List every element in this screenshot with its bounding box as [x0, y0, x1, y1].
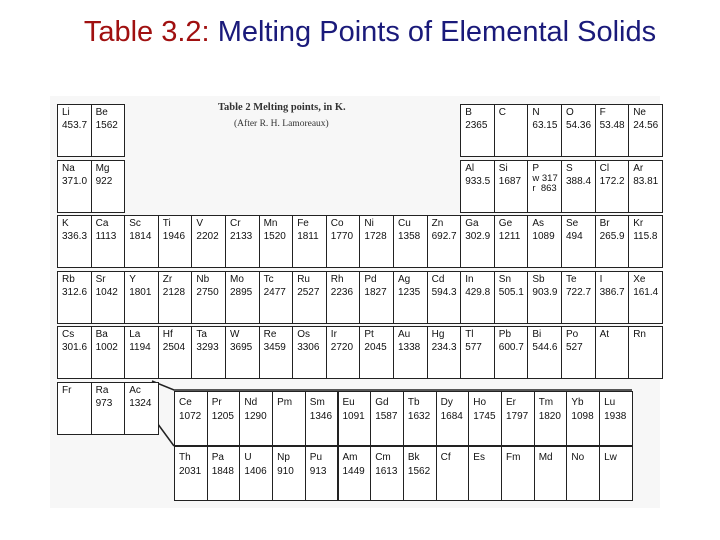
- element-cell-nb: [191, 271, 226, 324]
- element-symbol: Fr: [62, 385, 72, 396]
- element-cell-tm: [534, 391, 568, 446]
- element-symbol: P: [532, 162, 540, 174]
- element-symbol: Li: [62, 107, 70, 118]
- element-cell-at: [595, 326, 630, 379]
- melting-point-value: 172.2: [599, 175, 625, 187]
- melting-point-value: 1449: [342, 466, 365, 477]
- element-cell-o: [561, 104, 596, 157]
- melting-point-value: 1089: [532, 231, 555, 243]
- melting-point-value: 2527: [297, 286, 320, 298]
- element-cell-bk: [403, 446, 437, 501]
- melting-point-value: 973: [95, 398, 113, 409]
- element-cell-fr: [57, 382, 92, 435]
- melting-point-value: 1324: [129, 398, 152, 409]
- melting-point-value: 1632: [407, 411, 431, 422]
- element-cell-ca: [91, 215, 126, 268]
- element-symbol: Pa: [211, 452, 224, 463]
- melting-point-value: 544.6: [532, 342, 558, 354]
- element-symbol: Yb: [571, 397, 584, 408]
- element-cell-eu: [338, 391, 372, 446]
- element-symbol: Au: [398, 329, 411, 341]
- element-cell-gd: [370, 391, 404, 446]
- melting-point-value: 1770: [330, 231, 354, 243]
- element-symbol: Ga: [465, 218, 479, 230]
- melting-point-value: 1091: [342, 411, 365, 422]
- element-cell-w: [225, 326, 260, 379]
- element-cell-ag: [393, 271, 428, 324]
- element-symbol: Si: [498, 162, 508, 174]
- element-cell-tl: [460, 326, 495, 379]
- element-cell-os: [292, 326, 327, 379]
- element-cell-cm: [370, 446, 404, 501]
- element-cell-cd: [427, 271, 462, 324]
- element-symbol: Cf: [440, 452, 451, 463]
- melting-point-value: 913: [309, 466, 327, 477]
- melting-point-value: 1358: [398, 231, 421, 243]
- element-symbol: Zr: [162, 273, 173, 285]
- element-symbol: Br: [599, 218, 610, 230]
- element-cell-yb: [566, 391, 600, 446]
- element-cell-u: [239, 446, 273, 501]
- melting-point-value: 2133: [230, 231, 253, 243]
- melting-point-value: 234.3: [431, 342, 457, 354]
- element-symbol: Er: [506, 397, 516, 408]
- element-symbol: S: [566, 162, 573, 174]
- melting-point-value: 1587: [375, 411, 398, 422]
- element-symbol: Kr: [633, 218, 644, 230]
- element-cell-ho: [468, 391, 502, 446]
- melting-point-value: 1520: [263, 231, 286, 243]
- melting-point-value: 301.6: [62, 342, 88, 354]
- melting-point-value: 2504: [162, 342, 186, 354]
- element-symbol: Eu: [342, 397, 355, 408]
- element-cell-k: [57, 215, 92, 268]
- element-symbol: Pb: [498, 329, 512, 341]
- element-cell-pd: [359, 271, 394, 324]
- element-cell-am: [338, 446, 372, 501]
- element-symbol: Cl: [599, 162, 610, 174]
- melting-point-value: 600.7: [498, 342, 524, 354]
- element-symbol: Dy: [440, 397, 453, 408]
- melting-point-value: w 317 r 863: [532, 172, 558, 194]
- element-cell-sr: [91, 271, 126, 324]
- element-symbol: Ba: [95, 329, 108, 341]
- element-cell-np: [272, 446, 306, 501]
- element-symbol: Th: [179, 452, 191, 463]
- melting-point-value: 161.4: [633, 286, 659, 298]
- melting-point-value: 3695: [230, 342, 253, 354]
- element-cell-cl: [595, 160, 630, 213]
- element-symbol: U: [244, 452, 252, 463]
- element-cell-pu: [305, 446, 339, 501]
- melting-point-value: 2365: [465, 120, 488, 131]
- melting-point-value: 1346: [309, 411, 333, 422]
- melting-point-value: 63.15: [532, 120, 558, 131]
- melting-point-value: 54.36: [566, 120, 592, 131]
- melting-point-value: 1098: [571, 411, 594, 422]
- element-cell-li: [57, 104, 92, 157]
- element-cell-la: [124, 326, 159, 379]
- element-cell-as: [527, 215, 562, 268]
- element-symbol: Pm: [277, 397, 293, 408]
- element-cell-dy: [436, 391, 470, 446]
- element-symbol: Gd: [375, 397, 389, 408]
- element-cell-si: [494, 160, 529, 213]
- element-symbol: Po: [566, 329, 579, 341]
- melting-point-value: 1814: [129, 231, 152, 243]
- element-cell-i: [595, 271, 630, 324]
- element-cell-ra: [91, 382, 126, 435]
- element-cell-fe: [292, 215, 327, 268]
- element-cell-se: [561, 215, 596, 268]
- element-symbol: Pt: [364, 329, 374, 341]
- caption-line-1: Table 2 Melting points, in K.: [218, 102, 346, 113]
- element-symbol: Cr: [230, 218, 241, 230]
- element-symbol: Tb: [407, 397, 420, 408]
- element-cell-zr: [158, 271, 193, 324]
- element-cell-rn: [628, 326, 663, 379]
- element-symbol: Pd: [364, 273, 377, 285]
- element-cell-ru: [292, 271, 327, 324]
- melting-point-value: 505.1: [498, 286, 524, 298]
- element-symbol: Ra: [95, 385, 109, 396]
- melting-point-value: 371.0: [62, 175, 88, 187]
- element-cell-rh: [326, 271, 361, 324]
- element-cell-hf: [158, 326, 193, 379]
- element-cell-be: [91, 104, 126, 157]
- element-symbol: K: [62, 218, 69, 230]
- melting-point-value: 1687: [498, 175, 522, 187]
- element-symbol: Am: [342, 452, 358, 463]
- melting-point-value: 1848: [211, 466, 234, 477]
- melting-point-value: 910: [277, 466, 294, 477]
- element-cell-ba: [91, 326, 126, 379]
- melting-point-value: 2750: [196, 286, 219, 298]
- melting-point-value: 3293: [196, 342, 219, 354]
- element-symbol: Bi: [532, 329, 542, 341]
- element-cell-cs: [57, 326, 92, 379]
- melting-point-value: 1406: [244, 466, 267, 477]
- element-cell-sb: [527, 271, 562, 324]
- melting-point-value: 265.9: [599, 231, 625, 243]
- element-cell-es: [468, 446, 502, 501]
- melting-point-value: 1562: [407, 466, 431, 477]
- element-symbol: Te: [566, 273, 577, 285]
- element-cell-cr: [225, 215, 260, 268]
- melting-point-value: 577: [465, 342, 482, 354]
- element-cell-nd: [239, 391, 273, 446]
- element-symbol: Ir: [330, 329, 337, 341]
- element-symbol: Rh: [330, 273, 344, 285]
- melting-point-value: 692.7: [431, 231, 457, 243]
- melting-point-value: 903.9: [532, 286, 558, 298]
- melting-point-value: 1728: [364, 231, 387, 243]
- melting-point-value: 1613: [375, 466, 398, 477]
- element-symbol: Ar: [633, 162, 644, 174]
- element-symbol: Pr: [211, 397, 222, 408]
- melting-point-value: 115.8: [633, 231, 658, 243]
- element-cell-c: [494, 104, 529, 157]
- element-cell-ga: [460, 215, 495, 268]
- element-cell-pm: [272, 391, 306, 446]
- element-symbol: Cd: [431, 273, 445, 285]
- element-symbol: Sn: [498, 273, 512, 285]
- element-symbol: Bk: [407, 452, 420, 463]
- element-symbol: Mn: [263, 218, 278, 230]
- element-symbol: Ni: [364, 218, 374, 230]
- melting-point-value: 24.56: [633, 120, 659, 131]
- melting-point-value: 1194: [129, 342, 151, 354]
- element-cell-bi: [527, 326, 562, 379]
- melting-point-value: 1820: [538, 411, 561, 422]
- melting-point-value: 1827: [364, 286, 387, 298]
- melting-point-value: 2031: [179, 466, 202, 477]
- element-cell-ce: [174, 391, 208, 446]
- element-cell-te: [561, 271, 596, 324]
- element-cell-re: [259, 326, 294, 379]
- melting-point-value: 1338: [398, 342, 421, 354]
- melting-point-value: 1946: [162, 231, 186, 243]
- element-cell-s: [561, 160, 596, 213]
- element-symbol: Tm: [538, 397, 554, 408]
- element-cell-na: [57, 160, 92, 213]
- melting-point-value: 1042: [95, 286, 118, 298]
- melting-point-value: 1290: [244, 411, 267, 422]
- element-symbol: Nd: [244, 397, 258, 408]
- melting-point-value: 2045: [364, 342, 387, 354]
- element-symbol: Lw: [604, 452, 617, 463]
- element-symbol: Xe: [633, 273, 646, 285]
- melting-point-value: 2720: [330, 342, 354, 354]
- melting-point-value: 386.7: [599, 286, 625, 298]
- element-symbol: Hf: [162, 329, 173, 341]
- element-symbol: Tc: [263, 273, 274, 285]
- melting-point-value: 922: [95, 175, 113, 187]
- element-symbol: O: [566, 107, 574, 118]
- element-symbol: Hg: [431, 329, 445, 341]
- element-cell-p: [527, 160, 562, 213]
- melting-point-value: 388.4: [566, 175, 592, 187]
- melting-point-value: 1113: [95, 231, 117, 243]
- element-cell-mo: [225, 271, 260, 324]
- element-symbol: Es: [473, 452, 485, 463]
- element-cell-tc: [259, 271, 294, 324]
- element-symbol: Co: [330, 218, 344, 230]
- element-symbol: Ta: [196, 329, 207, 341]
- melting-point-value: 1072: [179, 411, 202, 422]
- element-cell-po: [561, 326, 596, 379]
- element-symbol: In: [465, 273, 474, 285]
- element-symbol: Cu: [398, 218, 411, 230]
- element-symbol: Os: [297, 329, 310, 341]
- element-cell-zn: [427, 215, 462, 268]
- element-cell-md: [534, 446, 568, 501]
- element-cell-ne: [628, 104, 663, 157]
- melting-point-value: 83.81: [633, 175, 659, 187]
- element-cell-sn: [494, 271, 529, 324]
- melting-point-value: 429.8: [465, 286, 491, 298]
- element-cell-cu: [393, 215, 428, 268]
- element-cell-xe: [628, 271, 663, 324]
- element-symbol: Re: [263, 329, 277, 341]
- element-symbol: Sm: [309, 397, 325, 408]
- element-cell-pa: [207, 446, 241, 501]
- element-symbol: Sr: [95, 273, 106, 285]
- element-symbol: Y: [129, 273, 136, 285]
- element-symbol: Md: [538, 452, 553, 463]
- melting-point-value: 1797: [506, 411, 529, 422]
- element-cell-ac: [124, 382, 159, 435]
- element-symbol: At: [599, 329, 610, 341]
- element-symbol: B: [465, 107, 472, 118]
- element-symbol: F: [599, 107, 606, 118]
- element-cell-tb: [403, 391, 437, 446]
- element-symbol: La: [129, 329, 141, 341]
- melting-point-value: 494: [566, 231, 583, 243]
- element-symbol: Ge: [498, 218, 513, 230]
- element-symbol: W: [230, 329, 240, 341]
- element-cell-co: [326, 215, 361, 268]
- element-symbol: Zn: [431, 218, 444, 230]
- element-symbol: Np: [277, 452, 290, 463]
- element-symbol: Rb: [62, 273, 75, 285]
- element-symbol: Cm: [375, 452, 391, 463]
- melting-point-value: 1002: [95, 342, 118, 354]
- melting-point-value: 336.3: [62, 231, 88, 243]
- element-symbol: V: [196, 218, 204, 230]
- element-cell-cf: [436, 446, 470, 501]
- element-symbol: Ti: [162, 218, 171, 230]
- melting-point-value: 302.9: [465, 231, 491, 243]
- melting-point-value: 933.5: [465, 175, 491, 187]
- melting-point-value: 3459: [263, 342, 286, 354]
- element-symbol: Pu: [309, 452, 323, 463]
- element-cell-ge: [494, 215, 529, 268]
- table-number: Table 3.2:: [83, 16, 210, 48]
- melting-point-value: 1235: [398, 286, 421, 298]
- element-cell-pb: [494, 326, 529, 379]
- element-cell-pt: [359, 326, 394, 379]
- element-cell-sc: [124, 215, 159, 268]
- element-symbol: Ca: [95, 218, 109, 230]
- element-cell-ir: [326, 326, 361, 379]
- element-symbol: Be: [95, 107, 108, 118]
- element-cell-lw: [599, 446, 633, 501]
- element-symbol: Tl: [465, 329, 474, 341]
- melting-point-value: 1205: [211, 411, 234, 422]
- element-symbol: Mo: [230, 273, 244, 285]
- element-symbol: No: [571, 452, 585, 463]
- element-symbol: I: [599, 273, 603, 285]
- melting-point-value: 3306: [297, 342, 320, 354]
- element-symbol: Nb: [196, 273, 210, 285]
- element-cell-al: [460, 160, 495, 213]
- element-cell-rb: [57, 271, 92, 324]
- element-cell-th: [174, 446, 208, 501]
- element-cell-in: [460, 271, 495, 324]
- element-cell-ti: [158, 215, 193, 268]
- melting-point-value: 1562: [95, 120, 118, 131]
- element-symbol: Fm: [506, 452, 521, 463]
- element-symbol: Al: [465, 162, 475, 174]
- element-symbol: Cs: [62, 329, 75, 341]
- melting-point-value: 722.7: [566, 286, 592, 298]
- element-cell-hg: [427, 326, 462, 379]
- element-cell-mg: [91, 160, 126, 213]
- element-symbol: Ru: [297, 273, 310, 285]
- melting-point-value: 2128: [162, 286, 186, 298]
- element-symbol: Ag: [398, 273, 411, 285]
- element-cell-no: [566, 446, 600, 501]
- melting-point-value: 2202: [196, 231, 219, 243]
- element-symbol: Fe: [297, 218, 309, 230]
- element-symbol: As: [532, 218, 545, 230]
- element-cell-f: [595, 104, 630, 157]
- melting-point-value: 2236: [330, 286, 354, 298]
- melting-point-value: 53.48: [599, 120, 625, 131]
- element-cell-br: [595, 215, 630, 268]
- melting-point-value: 1811: [297, 231, 319, 243]
- element-cell-sm: [305, 391, 339, 446]
- element-symbol: Na: [62, 162, 75, 174]
- element-symbol: C: [498, 107, 507, 118]
- element-symbol: Lu: [604, 397, 616, 408]
- element-cell-er: [501, 391, 535, 446]
- element-symbol: Se: [566, 218, 579, 230]
- element-cell-y: [124, 271, 159, 324]
- melting-point-value: 2895: [230, 286, 253, 298]
- element-cell-pr: [207, 391, 241, 446]
- melting-point-value: 1801: [129, 286, 152, 298]
- element-symbol: Sb: [532, 273, 545, 285]
- element-cell-fm: [501, 446, 535, 501]
- element-symbol: N: [532, 107, 540, 118]
- element-cell-kr: [628, 215, 663, 268]
- melting-point-value: 2477: [263, 286, 286, 298]
- element-cell-b: [460, 104, 495, 157]
- melting-point-value: 312.6: [62, 286, 88, 298]
- caption-line-2: (After R. H. Lamoreaux): [234, 119, 329, 129]
- element-symbol: Ne: [633, 107, 646, 118]
- melting-point-value: 527: [566, 342, 583, 354]
- element-cell-au: [393, 326, 428, 379]
- element-cell-ni: [359, 215, 394, 268]
- melting-point-value: 1745: [473, 411, 496, 422]
- melting-point-value: 453.7: [62, 120, 88, 131]
- element-symbol: Ce: [179, 397, 192, 408]
- melting-point-value: 1211: [498, 231, 521, 243]
- element-symbol: Mg: [95, 162, 110, 174]
- element-symbol: Sc: [129, 218, 141, 230]
- element-cell-lu: [599, 391, 633, 446]
- melting-point-value: 594.3: [431, 286, 457, 298]
- element-cell-n: [527, 104, 562, 157]
- melting-point-value: 1938: [604, 411, 627, 422]
- melting-point-value: 1684: [440, 411, 463, 422]
- table-title-text: Melting Points of Elemental Solids: [217, 16, 657, 48]
- element-cell-ar: [628, 160, 663, 213]
- element-cell-v: [191, 215, 226, 268]
- element-cell-mn: [259, 215, 294, 268]
- element-symbol: Ho: [473, 397, 487, 408]
- element-symbol: Ac: [129, 385, 141, 396]
- element-symbol: Rn: [633, 329, 646, 341]
- element-cell-ta: [191, 326, 226, 379]
